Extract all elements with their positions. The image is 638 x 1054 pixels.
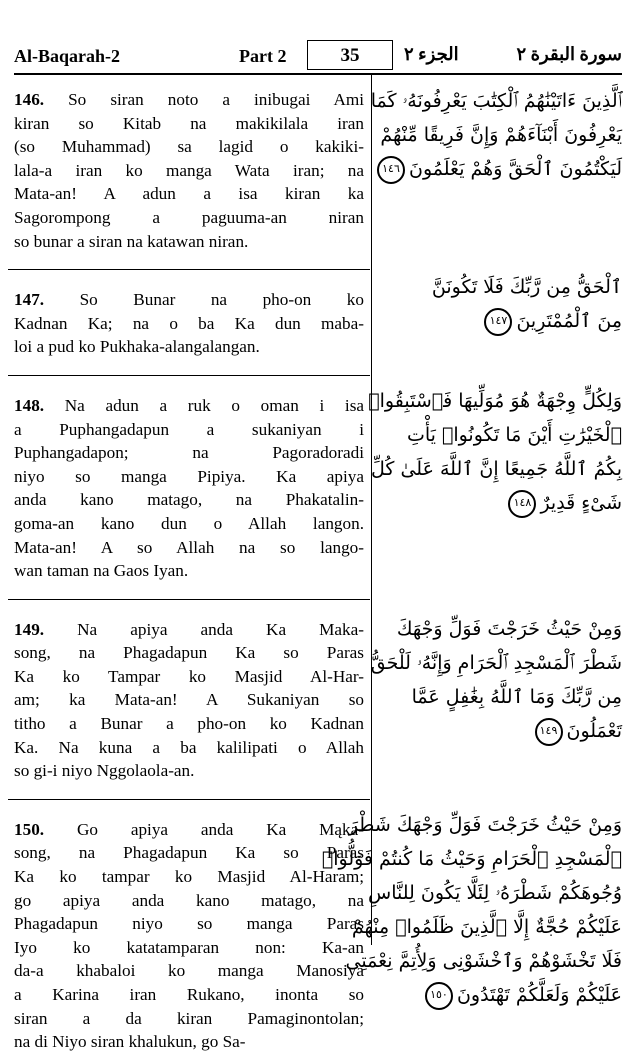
arabic-text: تَعْمَلُونَ xyxy=(566,720,622,742)
arabic-line xyxy=(370,84,622,118)
verse-end-marker-icon: ١٥٠ xyxy=(425,982,453,1010)
translation-line xyxy=(14,112,364,136)
translation-line xyxy=(14,889,364,913)
translation-line xyxy=(14,841,364,865)
arabic-line xyxy=(382,270,622,304)
translation-text: (so Muhammad) sa lagid o kakiki- xyxy=(14,137,364,157)
arabic-text: مِن رَّبِّكَ وَمَا ٱللَّهُ بِغَٰفِلٍ عَمَّا xyxy=(411,686,622,708)
arabic-text: شَطْرَ ٱلْمَسْجِدِ ٱلْحَرَامِ وَإِنَّهُۥ لَلْحَقُّ xyxy=(370,652,622,674)
arabic-text: مِنَ ٱلْمُمْتَرِينَ xyxy=(516,310,622,332)
arabic-line xyxy=(351,910,622,944)
arabic-text: فَلَا تَخْشَوْهُمْ وَٱخْشَوْنِى وَلِأُتِمَّ نِعْمَتِى xyxy=(345,950,622,972)
translation-line xyxy=(14,465,364,489)
translation-text: anda kano matago, na Phakatalin- xyxy=(14,490,364,510)
translation-text: lala-a iran ko manga Wata iran; na xyxy=(14,160,364,180)
page-number-box xyxy=(307,40,393,70)
translation-line xyxy=(14,206,364,230)
arabic-line xyxy=(382,418,622,452)
arabic-text: ٱلْحَقُّ مِن رَّبِّكَ فَلَا تَكُونَنَّ xyxy=(431,276,622,298)
arabic-line xyxy=(368,876,622,910)
translation-line xyxy=(14,665,364,689)
translation-text: titho a Bunar a pho-on ko Kadnan xyxy=(14,714,364,734)
translation-line xyxy=(14,818,364,842)
translation-line xyxy=(14,559,364,583)
arabic-verse xyxy=(368,384,622,520)
translation-column xyxy=(14,88,364,1054)
arabic-line xyxy=(368,384,622,418)
translation-text: kiran so Kitab na makikilala iran xyxy=(14,113,364,133)
translation-text: Puphangadapon; na Pagoradoradi xyxy=(14,443,364,463)
header-surah-arabic: سورة البقرة ٢ xyxy=(516,44,622,64)
translation-line xyxy=(14,912,364,936)
translation-line xyxy=(14,983,364,1007)
translation-line xyxy=(14,159,364,183)
translation-text: goma-an kano dun o Allah langon. xyxy=(14,513,364,533)
verse-number: 150. xyxy=(14,819,45,839)
verse-translation xyxy=(14,394,364,583)
translation-text: Na adun a ruk o oman i isa xyxy=(64,395,365,415)
arabic-line xyxy=(382,304,622,338)
arabic-text: وَمِنْ حَيْثُ خَرَجْتَ فَوَلِّ وَجْهَكَ شَطْرَ xyxy=(348,814,622,836)
arabic-text: ٱلَّذِينَ ءَاتَيْنَٰهُمُ ٱلْكِتَٰبَ يَعْرِفُونَهُۥ كَمَا xyxy=(370,90,622,112)
header-rule xyxy=(14,73,622,75)
translation-text: na di Niyo siran khalukun, go Sa- xyxy=(14,1032,246,1052)
translation-text: Ka ko Tampar ko Masjid Al-Har- xyxy=(14,666,364,686)
header-surah-english: Al-Baqarah-2 xyxy=(14,46,121,66)
verse-end-marker-icon: ١٤٧ xyxy=(484,308,512,336)
arabic-line xyxy=(382,680,622,714)
translation-text: Iyo ko katatamparan non: Ka-an xyxy=(14,937,364,957)
arabic-line xyxy=(382,714,622,748)
translation-text: loi a pud ko Pukhaka-alangalangan. xyxy=(14,337,260,357)
translation-line xyxy=(14,1007,364,1031)
translation-text: a Puphangadapun a sukaniyan i xyxy=(14,419,364,439)
translation-text: So siran noto a inibugai Ami xyxy=(68,90,365,109)
verse-end-marker-icon: ١٤٩ xyxy=(535,718,563,746)
translation-text: so bunar a siran na katawan niran. xyxy=(14,231,249,251)
arabic-line xyxy=(382,118,622,152)
verse-end-marker-icon: ١٤٦ xyxy=(377,156,405,184)
header-juz-arabic: الجزء ٢ xyxy=(404,44,459,64)
translation-text: so gi-i niyo Nggolaola-an. xyxy=(14,761,195,781)
page-number: 35 xyxy=(340,45,360,66)
translation-line xyxy=(14,759,364,783)
arabic-line xyxy=(348,808,622,842)
translation-text: wan taman na Gaos Iyan. xyxy=(14,561,189,581)
arabic-verse xyxy=(370,612,622,748)
translation-line xyxy=(14,182,364,206)
translation-line xyxy=(14,641,364,665)
translation-line xyxy=(14,230,364,254)
translation-line xyxy=(14,441,364,465)
translation-text: siran a da kiran Pamaginontolan; xyxy=(14,1008,364,1028)
translation-line xyxy=(14,88,364,112)
translation-line xyxy=(14,512,364,536)
arabic-verse xyxy=(382,270,622,338)
arabic-line xyxy=(370,452,622,486)
arabic-text: وَمِنْ حَيْثُ خَرَجْتَ فَوَلِّ وَجْهَكَ xyxy=(396,618,622,640)
arabic-text: عَلَيْكُمْ وَلَعَلَّكُمْ تَهْتَدُونَ xyxy=(456,984,622,1006)
arabic-line xyxy=(382,486,622,520)
translation-line xyxy=(14,688,364,712)
translation-text: Phagadapun niyo so manga Paras xyxy=(14,914,364,934)
translation-line xyxy=(14,135,364,159)
translation-text: song, na Phagadapun Ka so Paras xyxy=(14,643,364,663)
arabic-text: ٱلْمَسْجِدِ ٱلْحَرَامِ وَحَيْثُ مَا كُنتُمْ فَوَلُّوا۟ xyxy=(321,848,622,870)
arabic-line xyxy=(382,978,622,1012)
arabic-text: عَلَيْكُمْ حُجَّةٌ إِلَّا ٱلَّذِينَ ظَلَمُوا۟ مِنْهُمْ xyxy=(351,916,622,938)
verse-translation xyxy=(14,88,364,253)
translation-text: Sagorompong a paguuma-an niran xyxy=(14,207,364,227)
arabic-line xyxy=(345,944,622,978)
translation-text: a Karina iran Rukano, inonta so xyxy=(14,985,364,1004)
arabic-line xyxy=(382,152,622,186)
arabic-text: ٱلْخَيْرَٰتِ أَيْنَ مَا تَكُونُوا۟ يَأْتِ xyxy=(406,424,622,446)
verse-separator xyxy=(8,269,370,270)
header-part: Part 2 xyxy=(239,46,287,66)
translation-line xyxy=(14,936,364,960)
verse-separator xyxy=(8,375,370,376)
arabic-text: يَعْرِفُونَ أَبْنَآءَهُمْ وَإِنَّ فَرِيقًا مِّنْهُمْ xyxy=(380,124,622,146)
translation-text: am; ka Mata-an! A Sukaniyan so xyxy=(14,690,364,710)
translation-text: go apiya anda kano matago, na xyxy=(14,890,364,910)
arabic-line xyxy=(370,646,622,680)
translation-text: Go apiya anda Ka Mąka- xyxy=(76,819,364,839)
arabic-text: لَيَكْتُمُونَ ٱلْحَقَّ وَهُمْ يَعْلَمُونَ xyxy=(409,158,622,180)
arabic-line xyxy=(382,612,622,646)
translation-line xyxy=(14,288,364,312)
translation-text: Mata-an! A adun a isa kiran ka xyxy=(14,184,364,204)
verse-number: 149. xyxy=(14,619,45,639)
arabic-text: وُجُوهَكُمْ شَطْرَهُۥ لِئَلَّا يَكُونَ لِلنَّاسِ xyxy=(368,882,622,904)
translation-line xyxy=(14,959,364,983)
arabic-line xyxy=(321,842,622,876)
translation-line xyxy=(14,335,364,359)
translation-line xyxy=(14,865,364,889)
translation-line xyxy=(14,712,364,736)
translation-text: Kadnan Ka; na o ba Ka dun maba- xyxy=(14,313,364,333)
translation-line xyxy=(14,736,364,760)
verse-separator xyxy=(8,599,370,600)
arabic-text: شَىْءٍ قَدِيرٌ xyxy=(540,492,622,514)
arabic-text: وَلِكُلٍّ وِجْهَةٌ هُوَ مُوَلِّيهَا فَٱسْتَبِقُوا۟ xyxy=(368,390,622,412)
verse-translation xyxy=(14,818,364,1054)
translation-text: Na apiya anda Ka Maka- xyxy=(77,619,364,639)
verse-number: 148. xyxy=(14,395,45,415)
translation-text: da-a khabaloi ko manga Manosiya xyxy=(14,961,364,981)
translation-text: So Bunar na pho-on ko xyxy=(79,290,364,310)
verse-number: 147. xyxy=(14,290,45,310)
translation-line xyxy=(14,536,364,560)
translation-text: Ka. Na kuna a ba kalilipati o Allah xyxy=(14,737,364,757)
verse-end-marker-icon: ١٤٨ xyxy=(508,490,536,518)
verse-translation xyxy=(14,618,364,783)
arabic-verse xyxy=(321,808,622,1012)
translation-line xyxy=(14,418,364,442)
translation-line xyxy=(14,394,364,418)
arabic-text: بِكُمُ ٱللَّهُ جَمِيعًا إِنَّ ٱللَّهَ عَلَىٰ كُلِّ xyxy=(370,458,622,480)
translation-line xyxy=(14,312,364,336)
translation-text: Mata-an! A so Allah na so lango- xyxy=(14,537,364,557)
page-header xyxy=(14,40,622,72)
verse-translation xyxy=(14,288,364,359)
translation-text: niyo so manga Pipiya. Ka apiya xyxy=(14,466,364,486)
translation-line xyxy=(14,618,364,642)
translation-line xyxy=(14,488,364,512)
translation-text: Ka ko tampar ko Masjid Al-Haram; xyxy=(14,867,364,887)
verse-number: 146. xyxy=(14,90,45,109)
verse-separator xyxy=(8,799,370,800)
translation-text: song, na Phagadapun Ka so Paras xyxy=(14,843,364,863)
translation-line xyxy=(14,1030,364,1054)
arabic-verse xyxy=(370,84,622,186)
